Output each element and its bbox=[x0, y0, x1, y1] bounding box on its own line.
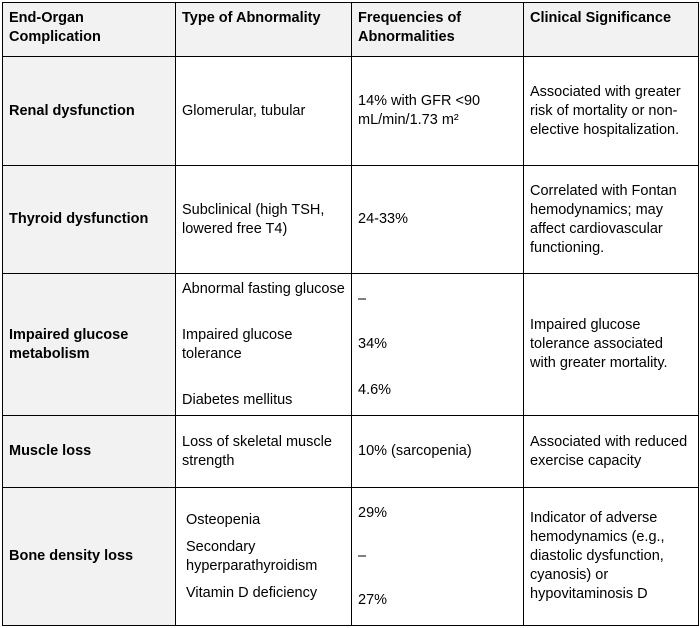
frequency-cell bbox=[352, 274, 524, 416]
organ-cell: Impaired glucose metabolism bbox=[3, 274, 176, 416]
header-frequency: Frequencies of Abnormalities bbox=[352, 3, 524, 57]
significance-cell: Indicator of adverse hemodynamics (e.g., diastolic dysfunction, cyanosis) or hypovitaminosis D bbox=[524, 488, 699, 626]
header-organ: End-Organ Complication bbox=[3, 3, 176, 57]
type-item: Abnormal fasting glucose bbox=[182, 280, 345, 297]
frequency-item: 27% bbox=[358, 591, 388, 608]
frequency-cell: 10% (sarcopenia) bbox=[352, 416, 524, 488]
type-item: Diabetes mellitus bbox=[182, 391, 293, 408]
organ-cell: Muscle loss bbox=[3, 416, 176, 488]
type-item: Secondary hyperparathyroidism bbox=[186, 538, 318, 574]
type-item: Vitamin D deficiency bbox=[186, 584, 318, 601]
significance-cell: Associated with reduced exercise capacity bbox=[524, 416, 699, 488]
type-cell: Subclinical (high TSH, lowered free T4) bbox=[176, 166, 352, 274]
organ-cell: Thyroid dysfunction bbox=[3, 166, 176, 274]
header-significance: Clinical Significance bbox=[524, 3, 699, 57]
frequency-item: – bbox=[358, 548, 367, 564]
significance-cell: Impaired glucose tolerance associated with greater mortality. bbox=[524, 274, 699, 416]
significance-cell: Correlated with Fontan hemodynamics; may affect cardiovascular functioning. bbox=[524, 166, 699, 274]
significance-cell: Associated with greater risk of mortality or non-elective hospitalization. bbox=[524, 57, 699, 166]
frequency-cell: 24-33% bbox=[352, 166, 524, 274]
complications-table bbox=[2, 2, 699, 626]
frequency-item: – bbox=[358, 290, 367, 307]
header-type: Type of Abnormality bbox=[176, 3, 352, 57]
organ-cell: Bone density loss bbox=[3, 488, 176, 626]
type-cell: Glomerular, tubular bbox=[176, 57, 352, 166]
frequency-item: 29% bbox=[358, 504, 388, 521]
frequency-item: 4.6% bbox=[358, 381, 392, 398]
type-item: Osteopenia bbox=[186, 511, 261, 528]
table-row bbox=[3, 274, 699, 416]
table-row bbox=[3, 166, 699, 274]
frequency-item: 34% bbox=[358, 336, 388, 352]
table-row bbox=[3, 57, 699, 166]
type-cell bbox=[176, 488, 352, 626]
table-row bbox=[3, 488, 699, 626]
type-item: Impaired glucose tolerance bbox=[182, 326, 293, 362]
type-cell: Loss of skeletal muscle strength bbox=[176, 416, 352, 488]
frequency-cell: 14% with GFR <90 mL/min/1.73 m² bbox=[352, 57, 524, 166]
type-cell bbox=[176, 274, 352, 416]
table-row bbox=[3, 416, 699, 488]
header-row bbox=[3, 3, 699, 57]
frequency-cell bbox=[352, 488, 524, 626]
organ-cell: Renal dysfunction bbox=[3, 57, 176, 166]
